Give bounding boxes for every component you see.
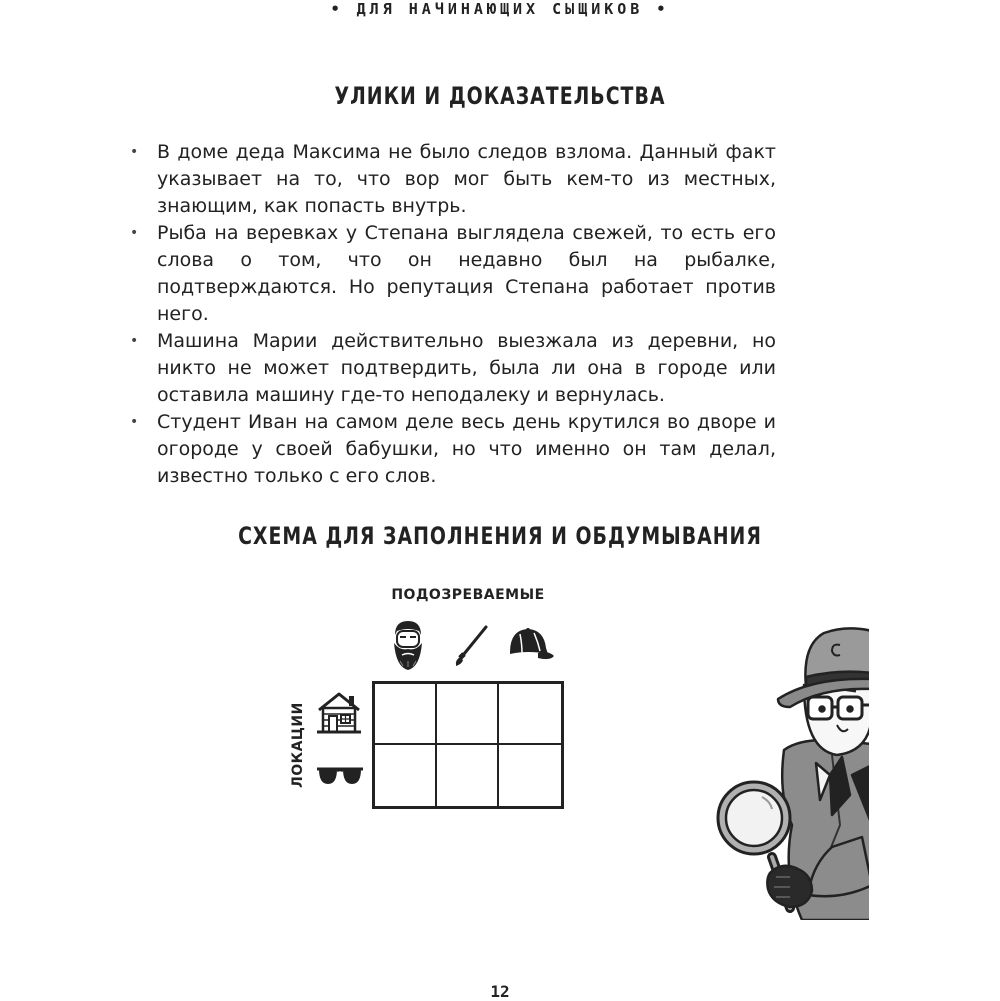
grid-cell[interactable] xyxy=(437,745,499,806)
clue-item: • Студент Иван на самом деле весь день крутился во дворе и огороде у своей бабушки, но что именно он там делал, известно только с его слов. xyxy=(130,409,776,490)
clues-list xyxy=(130,139,776,490)
bearded-man-icon xyxy=(386,617,430,671)
detective-illustration xyxy=(712,625,872,920)
deduction-grid xyxy=(372,681,564,809)
clues-title: УЛИКИ И ДОКАЗАТЕЛЬСТВА xyxy=(334,82,666,110)
locations-label: ЛОКАЦИИ xyxy=(290,702,306,788)
running-head: • ДЛЯ НАЧИНАЮЩИХ СЫЩИКОВ • xyxy=(330,0,670,18)
grid-cell[interactable] xyxy=(499,684,561,745)
suspects-label: ПОДОЗРЕВАЕМЫЕ xyxy=(391,587,545,603)
clue-item: • Машина Марии действительно выезжала из деревни, но никто не может подтвердить, была ли она в городе или оставила машину где-то неподалеку и вернулась. xyxy=(130,328,776,409)
page-number: 12 xyxy=(490,982,510,1001)
scheme-title: СХЕМА ДЛЯ ЗАПОЛНЕНИЯ И ОБДУМЫВАНИЯ xyxy=(238,522,762,550)
paintbrush-icon xyxy=(452,624,490,668)
baseball-cap-icon xyxy=(504,624,556,664)
clue-item: • В доме деда Максима не было следов взлома. Данный факт указывает на то, что вор мог быть кем-то из местных, знающим, как попасть внутрь. xyxy=(130,139,776,220)
sunglasses-icon xyxy=(315,764,365,788)
clue-item: • Рыба на веревках у Степана выглядела свежей, то есть его слова о том, что он недавно был на рыбалке, подтверждаются. Но репутация Степана работает против него. xyxy=(130,220,776,328)
grid-cell[interactable] xyxy=(375,745,437,806)
grid-cell[interactable] xyxy=(437,684,499,745)
grid-cell[interactable] xyxy=(375,684,437,745)
log-cabin-icon xyxy=(315,690,363,736)
grid-cell[interactable] xyxy=(499,745,561,806)
